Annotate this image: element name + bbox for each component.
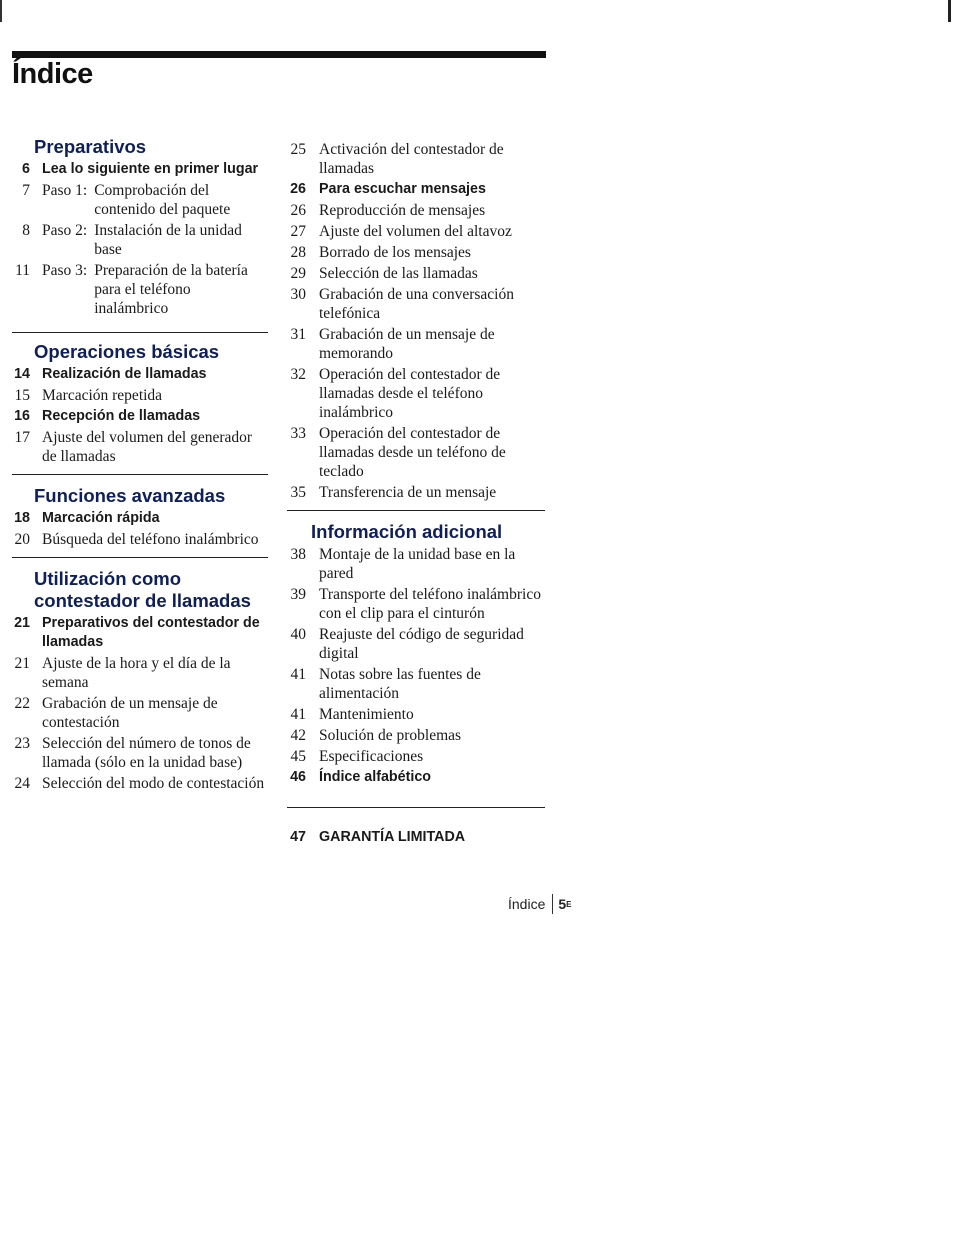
toc-entry[interactable] (12, 614, 268, 652)
entry-title: Selección de las llamadas (319, 265, 478, 282)
entry-title: Ajuste del volumen del generador de llamadas (42, 429, 253, 465)
section-heading: Preparativos (34, 136, 147, 157)
entry-page-number: 27 (290, 223, 306, 240)
entry-title: Preparación de la batería para el teléfono inalámbrico (94, 262, 248, 317)
entry-title: Índice alfabético (319, 769, 432, 785)
entry-title: Operación del contestador de llamadas desde el teléfono inalámbrico (319, 366, 501, 421)
toc-entry[interactable] (287, 325, 545, 363)
page-suffix: E (566, 899, 572, 909)
entry-page-number: 21 (14, 615, 30, 631)
entry-title: Notas sobre las fuentes de alimentación (319, 666, 481, 702)
toc-entry[interactable] (287, 726, 545, 745)
section-divider (12, 474, 268, 475)
entry-title: Selección del modo de contestación (42, 775, 265, 792)
entry-title: GARANTÍA LIMITADA (319, 829, 466, 845)
entry-page-number: 40 (290, 626, 306, 643)
entry-title: Comprobación del contenido del paquete (94, 182, 231, 218)
toc-entry[interactable] (287, 545, 545, 583)
section-divider (12, 332, 268, 333)
page-title: Índice (12, 58, 93, 90)
toc-entry[interactable] (287, 424, 545, 481)
toc-entry[interactable] (12, 654, 268, 692)
toc-entry[interactable] (287, 585, 545, 623)
entry-title: Ajuste de la hora y el día de la semana (42, 655, 231, 691)
entry-title: Grabación de un mensaje de contestación (42, 695, 218, 731)
toc-section (12, 136, 268, 318)
toc-section (12, 568, 268, 793)
toc-entry[interactable] (287, 768, 545, 787)
entry-step-label: Paso 2: (42, 222, 88, 239)
entry-title: Transferencia de un mensaje (319, 484, 497, 501)
toc-entry[interactable] (287, 483, 545, 502)
entry-title: Realización de llamadas (42, 366, 207, 382)
toc-entry[interactable] (287, 705, 545, 724)
toc-entry[interactable] (287, 180, 545, 199)
entry-page-number: 16 (14, 408, 30, 424)
toc-entry[interactable] (287, 140, 545, 178)
entry-page-number: 29 (290, 265, 306, 282)
entry-title: Búsqueda del teléfono inalámbrico (42, 531, 259, 548)
entry-page-number: 25 (290, 141, 306, 158)
toc-entry[interactable] (12, 386, 268, 405)
page-footer (508, 894, 572, 914)
entry-page-number: 39 (290, 586, 306, 603)
toc-entry[interactable] (287, 222, 545, 241)
section-divider (12, 557, 268, 558)
entry-title: Transporte del teléfono inalámbrico con el clip para el cinturón (319, 586, 541, 622)
entry-title: Selección del número de tonos de llamada (sólo en la unidad base) (42, 735, 251, 771)
section-heading: Información adicional (311, 521, 503, 542)
toc-entry[interactable] (12, 734, 268, 772)
entry-page-number: 30 (290, 286, 306, 303)
section-divider (287, 807, 545, 808)
toc-entry[interactable] (12, 160, 268, 179)
entry-page-number: 38 (290, 546, 306, 563)
entry-page-number: 32 (290, 366, 306, 383)
toc-section (12, 485, 268, 549)
entry-page-number: 26 (290, 202, 306, 219)
entry-page-number: 7 (22, 182, 30, 199)
page-edge-left (0, 0, 2, 22)
toc-entry[interactable] (287, 625, 545, 663)
entry-title: Activación del contestador de llamadas (319, 141, 504, 177)
toc-entry[interactable] (12, 221, 268, 259)
toc-entry[interactable] (12, 365, 268, 384)
toc-entry[interactable] (287, 201, 545, 220)
entry-title: Especificaciones (319, 748, 424, 765)
entry-title: Grabación de un mensaje de memorando (319, 326, 495, 362)
entry-title: Borrado de los mensajes (319, 244, 471, 261)
page-edge-right (948, 0, 951, 22)
entry-page-number: 18 (14, 510, 30, 526)
section-heading: Utilización como contestador de llamadas (34, 568, 251, 611)
entry-title: Grabación de una conversación telefónica (319, 286, 514, 322)
entry-page-number: 26 (290, 181, 306, 197)
toc-entry[interactable] (12, 774, 268, 793)
entry-title: Montaje de la unidad base en la pared (319, 546, 516, 582)
right-column (287, 138, 545, 847)
entry-title: Instalación de la unidad base (94, 222, 242, 258)
toc-entry[interactable] (12, 530, 268, 549)
section-heading: Operaciones básicas (34, 341, 220, 362)
entry-page-number: 41 (290, 666, 306, 683)
entry-title: Marcación repetida (42, 387, 163, 404)
entry-page-number: 23 (14, 735, 30, 752)
section-divider (287, 510, 545, 511)
section-heading: Funciones avanzadas (34, 485, 226, 506)
toc-entry[interactable] (287, 285, 545, 323)
entry-title: Operación del contestador de llamadas desde un teléfono de teclado (319, 425, 506, 480)
entry-title: Recepción de llamadas (42, 408, 201, 424)
toc-entry[interactable] (287, 365, 545, 422)
entry-page-number: 24 (14, 775, 30, 792)
entry-page-number: 6 (22, 161, 30, 177)
toc-entry[interactable] (12, 407, 268, 426)
toc-entry[interactable] (287, 747, 545, 766)
entry-step-row (42, 261, 268, 318)
footer-label: Índice (508, 896, 546, 912)
entry-page-number: 20 (14, 531, 30, 548)
entry-title: Reproducción de mensajes (319, 202, 486, 219)
toc-entry[interactable] (12, 428, 268, 466)
toc-entry[interactable] (12, 261, 268, 318)
toc-entry[interactable] (12, 509, 268, 528)
entry-page-number: 45 (290, 748, 306, 765)
entry-title: Mantenimiento (319, 706, 414, 723)
toc-entry[interactable] (12, 694, 268, 732)
entry-page-number: 21 (14, 655, 30, 672)
entry-page-number: 15 (14, 387, 30, 404)
entry-page-number: 35 (290, 484, 306, 501)
entry-page-number: 17 (14, 429, 30, 446)
entry-title: Marcación rápida (42, 510, 160, 526)
entry-title: Solución de problemas (319, 727, 462, 744)
entry-step-row (42, 181, 268, 219)
entry-page-number: 46 (290, 769, 306, 785)
entry-step-label: Paso 1: (42, 182, 88, 199)
entry-page-number: 11 (15, 262, 30, 279)
entry-step-row (42, 221, 268, 259)
entry-page-number: 31 (290, 326, 306, 343)
entry-title: Lea lo siguiente en primer lugar (42, 161, 259, 177)
entry-title: Para escuchar mensajes (319, 181, 486, 197)
entry-page-number: 33 (290, 425, 306, 442)
toc-entry[interactable] (287, 665, 545, 703)
entry-page-number: 28 (290, 244, 306, 261)
entry-title: Ajuste del volumen del altavoz (319, 223, 512, 240)
toc-entry[interactable] (287, 264, 545, 283)
entry-page-number: 47 (290, 829, 306, 845)
toc-entry[interactable] (12, 181, 268, 219)
title-rule (12, 51, 546, 58)
toc-entry[interactable] (287, 243, 545, 262)
entry-page-number: 8 (22, 222, 30, 239)
toc-section (287, 521, 545, 787)
footer-separator (552, 894, 553, 914)
toc-entry-warranty[interactable] (287, 828, 545, 847)
page-number: 5 (558, 896, 567, 912)
entry-page-number: 41 (290, 706, 306, 723)
left-column (12, 136, 268, 793)
toc-section (12, 341, 268, 466)
entry-page-number: 14 (14, 366, 30, 382)
entry-page-number: 42 (290, 727, 306, 744)
entry-page-number: 22 (14, 695, 30, 712)
entry-title: Preparativos del contestador de llamadas (42, 615, 260, 650)
entry-title: Reajuste del código de seguridad digital (319, 626, 524, 662)
entry-step-label: Paso 3: (42, 262, 88, 279)
